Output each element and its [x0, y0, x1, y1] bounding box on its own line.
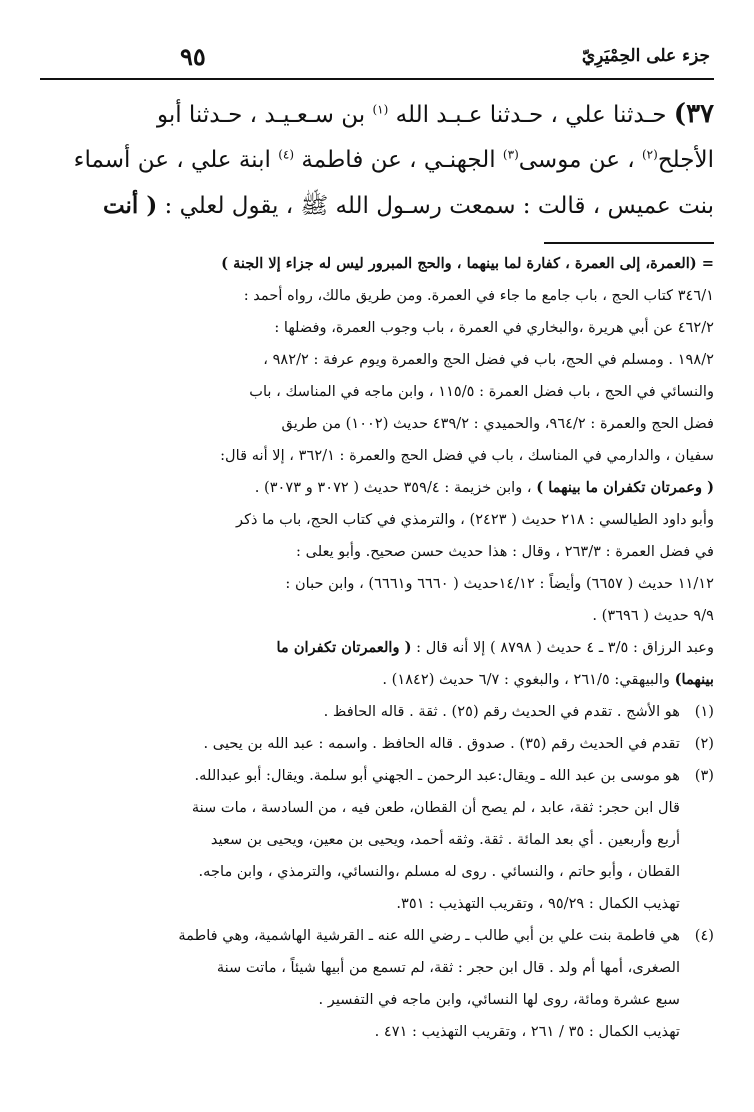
footnote-text: هو موسى بن عبد الله ـ ويقال:عبد الرحمن ـ الجهني أبو سلمة. ويقال: أبو عبدالله.: [194, 767, 680, 784]
page-number: ٩٥: [180, 42, 206, 71]
footnote-3: [36, 760, 714, 920]
footnote-text: أربع وأربعين . أي بعد المائة . ثقة. وثقه أحمد، ويحيى بن معين، ويحيى بن سعيد: [210, 831, 680, 848]
footnote-ref-3: (٣): [502, 147, 519, 162]
note-line: ٣٤٦/١ كتاب الحج ، باب جامع ما جاء في العمرة. ومن طريق مالك، رواه أحمد :: [243, 287, 714, 304]
footnote-number: (٣): [694, 767, 714, 784]
footnote-text: الصغرى، أمها أم ولد . قال ابن حجر : ثقة، لم تسمع من أبيها شيئاً ، ماتت سنة: [216, 959, 680, 976]
footnote-divider: [544, 242, 714, 244]
hadith-text-segment: الأجلح: [657, 147, 714, 173]
hadith-text-segment: بن سـعـيـد ، حـدثنا أبو: [156, 102, 366, 128]
footnote-number: (١): [694, 703, 714, 720]
footnotes: [36, 248, 714, 1048]
hadith-text: [36, 92, 714, 229]
footnote-4: [36, 920, 714, 1048]
hadith-text-segment: حـدثنا علي ، حـدثنا عـبـد الله: [395, 102, 667, 128]
footnote-number: (٤): [694, 927, 714, 944]
footnote-text: قال ابن حجر: ثقة، عابد ، لم يصح أن القطان، طعن فيه ، من السادسة ، مات سنة: [191, 799, 680, 816]
note-line: سفيان ، والدارمي في المناسك ، باب في فضل الحج والعمرة : ٣٦٢/١ ، إلا أنه قال:: [220, 447, 714, 464]
note-line: [36, 632, 714, 664]
hadith-line-3: [36, 183, 714, 229]
footnote-number: (٢): [694, 735, 714, 752]
note-line: [36, 664, 714, 696]
hadith-number: ٣٧): [673, 99, 714, 129]
footnote-ref-4: (٤): [278, 147, 295, 162]
note-line: ٩/٩ حديث ( ٣٦٩٦) .: [592, 607, 714, 624]
note-line: فضل الحج والعمرة : ٩٦٤/٢، والحميدي : ٤٣٩/٢ حديث (١٠٠٢) من طريق: [281, 415, 714, 432]
note-line: ١١/١٢ حديث ( ٦٦٥٧) وأيضاً : ١٤/١٢حديث ( ٦٦٦٠ و٦٦٦١) ، وابن حبان :: [285, 575, 714, 592]
hadith-text-segment: ، عن موسى: [518, 147, 635, 173]
note-text: ، وابن خزيمة : ٣٥٩/٤ حديث ( ٣٠٧٢ و ٣٠٧٣) .: [254, 479, 532, 496]
quote-bold: ( وعمرتان تكفران ما بينهما ): [536, 479, 714, 496]
note-text: وعبد الرزاق : ٣/٥ ـ ٤ حديث ( ٨٧٩٨ ) إلا أنه قال :: [416, 639, 714, 656]
quote-bold: ( والعمرتان تكفران ما: [276, 639, 412, 656]
note-line: [36, 472, 714, 504]
note-line: في فضل العمرة : ٢٦٣/٣ ، وقال : هذا حديث حسن صحيح. وأبو يعلى :: [296, 543, 714, 560]
hadith-line-2: [36, 138, 714, 183]
footnote-2: [36, 728, 714, 760]
note-line: ٤٦٢/٢ عن أبي هريرة ،والبخاري في العمرة ، باب وجوب العمرة، وفضلها :: [274, 319, 714, 336]
footnote-1: [36, 696, 714, 728]
note-line: والنسائي في الحج ، باب فضل العمرة : ١١٥/٥ ، وابن ماجه في المناسك ، باب: [249, 383, 714, 400]
note-line: = (العمرة، إلى العمرة ، كفارة لما بينهما ، والحج المبرور ليس له جزاء إلا الجنة ): [221, 255, 714, 272]
quote-bold: بينهما): [674, 671, 714, 688]
hadith-text-segment: الجهنـي ، عن فاطمة: [301, 147, 496, 173]
footnote-text: تهذيب الكمال : ٣٥ / ٢٦١ ، وتقريب التهذيب : ٤٧١ .: [374, 1023, 680, 1040]
footnote-text: سبع عشرة ومائة، روى لها النسائي، وابن ماجه في التفسير .: [318, 991, 680, 1008]
page-header: [40, 42, 714, 80]
footnote-ref-2: (٢): [641, 147, 658, 162]
footnote-text: هو الأشج . تقدم في الحديث رقم (٢٥) . ثقة . قاله الحافظ .: [323, 703, 680, 720]
note-line: ١٩٨/٢ . ومسلم في الحج، باب في فضل الحج والعمرة ويوم عرفة : ٩٨٢/٢ ،: [263, 351, 714, 368]
footnote-text: هي فاطمة بنت علي بن أبي طالب ـ رضي الله عنه ـ القرشية الهاشمية، وهي فاطمة: [178, 927, 680, 944]
footnote-text: تهذيب الكمال : ٩٥/٢٩ ، وتقريب التهذيب : ٣٥١.: [396, 895, 680, 912]
hadith-quote-start: ( أنت: [102, 192, 158, 219]
note-text: والبيهقي: ٢٦١/٥ ، والبغوي : ٦/٧ حديث (١٨٤٢) .: [382, 671, 670, 688]
note-line: وأبو داود الطيالسي : ٢١٨ حديث ( ٢٤٢٣) ، والترمذي في كتاب الحج، باب ما ذكر: [236, 511, 714, 528]
hadith-line-1: [36, 92, 714, 138]
running-title: جزء على الحِمْيَرِيّ: [581, 46, 710, 66]
hadith-text-segment: ابنة علي ، عن أسماء: [73, 147, 271, 173]
footnote-ref-1: (١): [372, 102, 389, 117]
hadith-text-segment: بنت عميس ، قالت : سمعت رسـول الله ﷺ ، يقول لعلي :: [164, 193, 714, 219]
footnote-text: القطان ، وأبو حاتم ، والنسائي . روى له مسلم ،والنسائي، والترمذي ، وابن ماجه.: [198, 863, 680, 880]
footnote-text: تقدم في الحديث رقم (٣٥) . صدوق . قاله الحافظ . واسمه : عبد الله بن يحيى .: [203, 735, 680, 752]
